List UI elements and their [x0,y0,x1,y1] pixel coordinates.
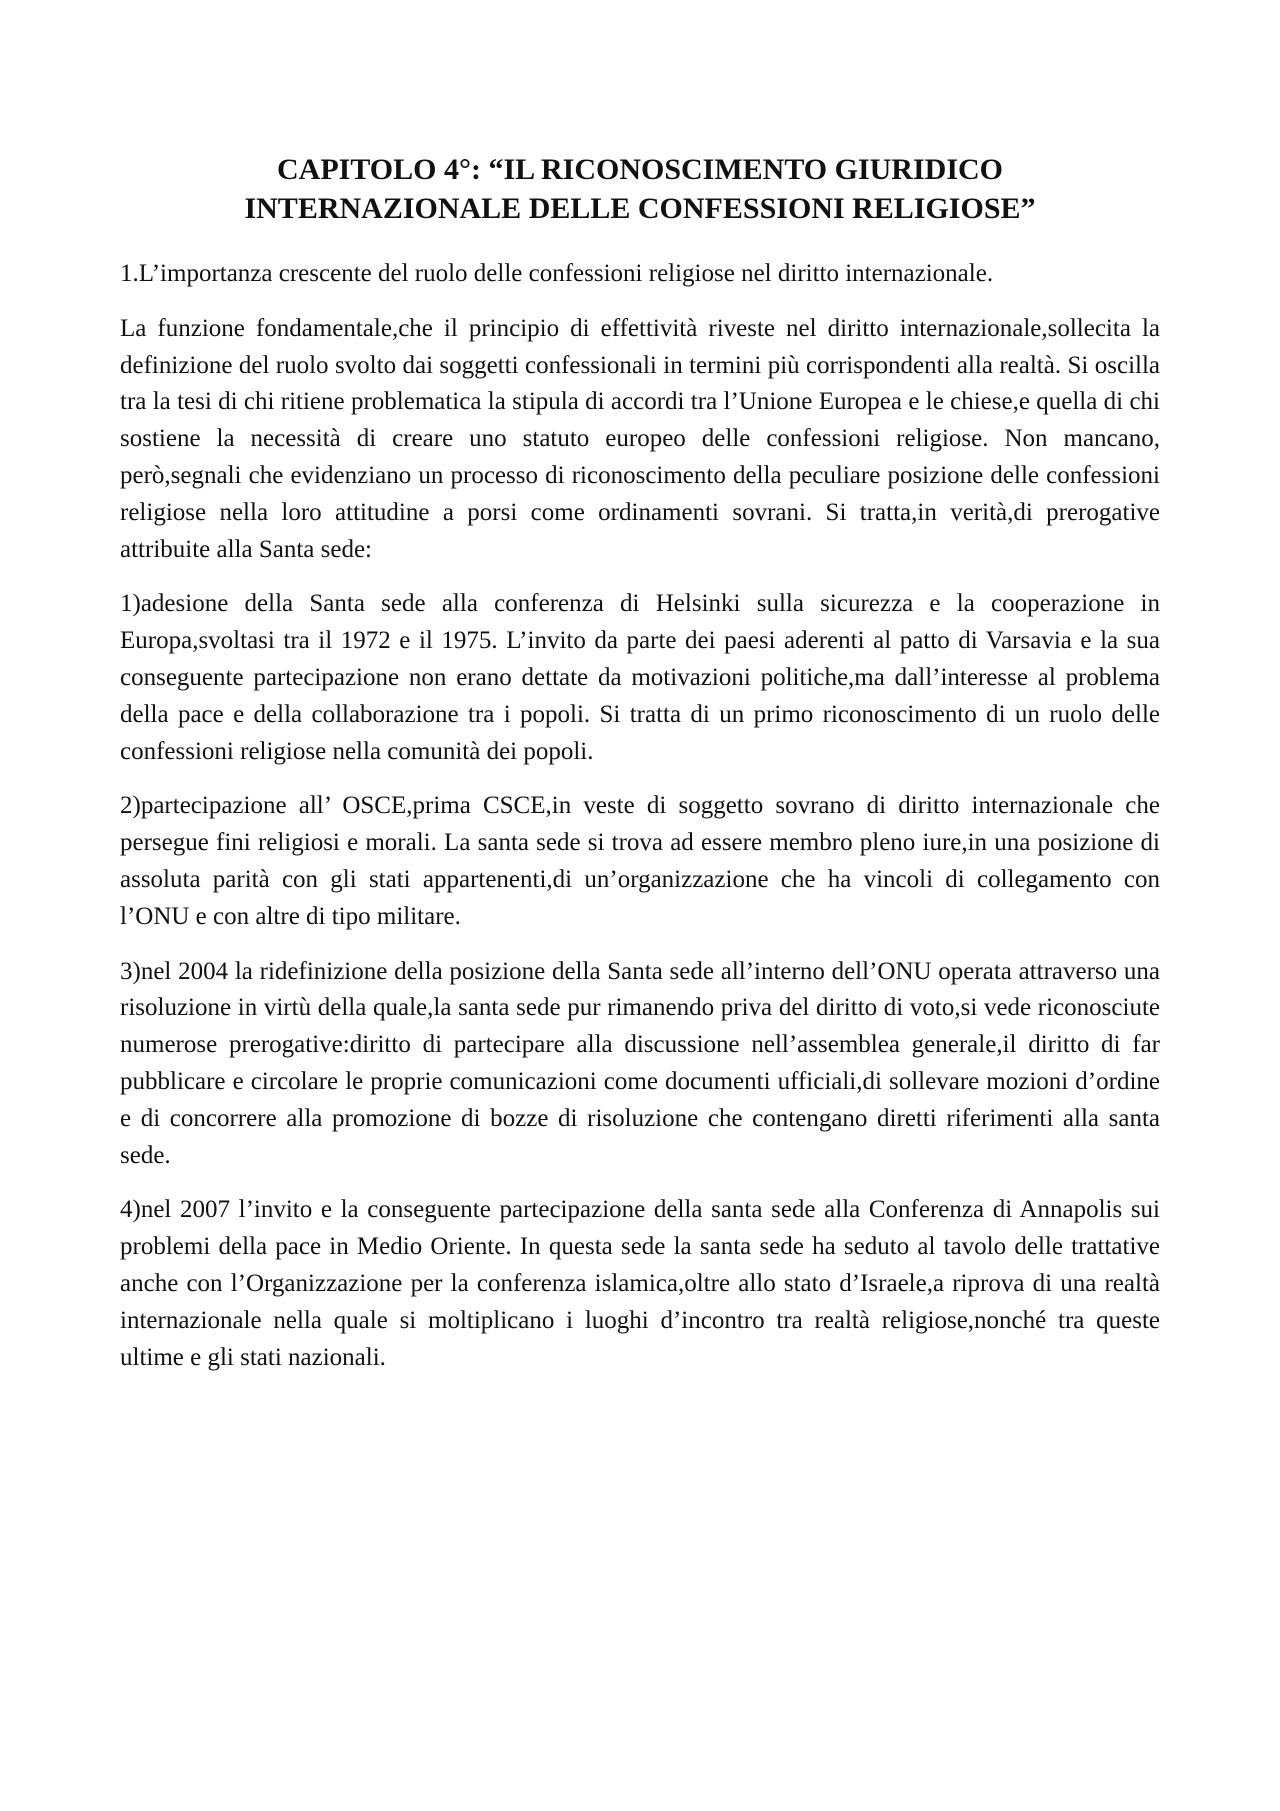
point-4-paragraph: 4)nel 2007 l’invito e la conseguente partecipazione della santa sede alla Conferenza di Annapolis sui problemi della pace in Medio Oriente. In questa sede la santa sede ha seduto al tavolo delle trattative anche con l’Organizzazione per la conferenza islamica,oltre allo stato d’Israele,a riprova di una realtà internazionale nella quale si moltiplicano i luoghi d’incontro tra realtà religiose,nonché tra queste ultime e gli stati nazionali. [120,1196,1160,1371]
intro-paragraph: La funzione fondamentale,che il principio di effettività riveste nel diritto internazionale,sollecita la definizione del ruolo svolto dai soggetti confessionali in termini più corrispondenti alla realtà. Si oscilla tra la tesi di chi ritiene problematica la stipula di accordi tra l’Unione Europea e le chiese,e quella di chi sostiene la necessità di creare uno statuto europeo delle confessioni religiose. Non mancano, però,segnali che evidenziano un processo di riconoscimento della peculiare posizione delle confessioni religiose nella loro attitudine a porsi come ordinamenti sovrani. Si tratta,in verità,di prerogative attribuite alla Santa sede: [120,314,1160,563]
point-2-paragraph: 2)partecipazione all’ OSCE,prima CSCE,in veste di soggetto sovrano di diritto internazionale che persegue fini religiosi e morali. La santa sede si trova ad essere membro pleno iure,in una posizione di assoluta parità con gli stati appartenenti,di un’organizzazione che ha vincoli di collegamento con l’ONU e con altre di tipo militare. [120,792,1160,930]
chapter-title-line-2: INTERNAZIONALE DELLE CONFESSIONI RELIGIOSE” [244,192,1036,225]
document-page [120,150,1160,1394]
section-heading: 1.L’importanza crescente del ruolo delle confessioni religiose nel diritto internazionale. [120,260,994,287]
point-1-paragraph: 1)adesione della Santa sede alla conferenza di Helsinki sulla sicurezza e la cooperazione in Europa,svoltasi tra il 1972 e il 1975. L’invito da parte dei paesi aderenti al patto di Varsavia e la sua conseguente partecipazione non erano dettate da motivazioni politiche,ma dall’interesse al problema della pace e della collaborazione tra i popoli. Si tratta di un primo riconoscimento di un ruolo delle confessioni religiose nella comunità dei popoli. [120,590,1160,765]
point-3-paragraph: 3)nel 2004 la ridefinizione della posizione della Santa sede all’interno dell’ONU operata attraverso una risoluzione in virtù della quale,la santa sede pur rimanendo priva del diritto di voto,si vede riconosciute numerose prerogative:diritto di partecipare alla discussione nell’assemblea generale,il diritto di far pubblicare e circolare le proprie comunicazioni come documenti ufficiali,di sollevare mozioni d’ordine e di concorrere alla promozione di bozze di risoluzione che contengano diretti riferimenti alla santa sede. [120,957,1160,1169]
chapter-title [120,150,1160,228]
chapter-title-line-1: CAPITOLO 4°: “IL RICONOSCIMENTO GIURIDICO [276,153,1003,186]
